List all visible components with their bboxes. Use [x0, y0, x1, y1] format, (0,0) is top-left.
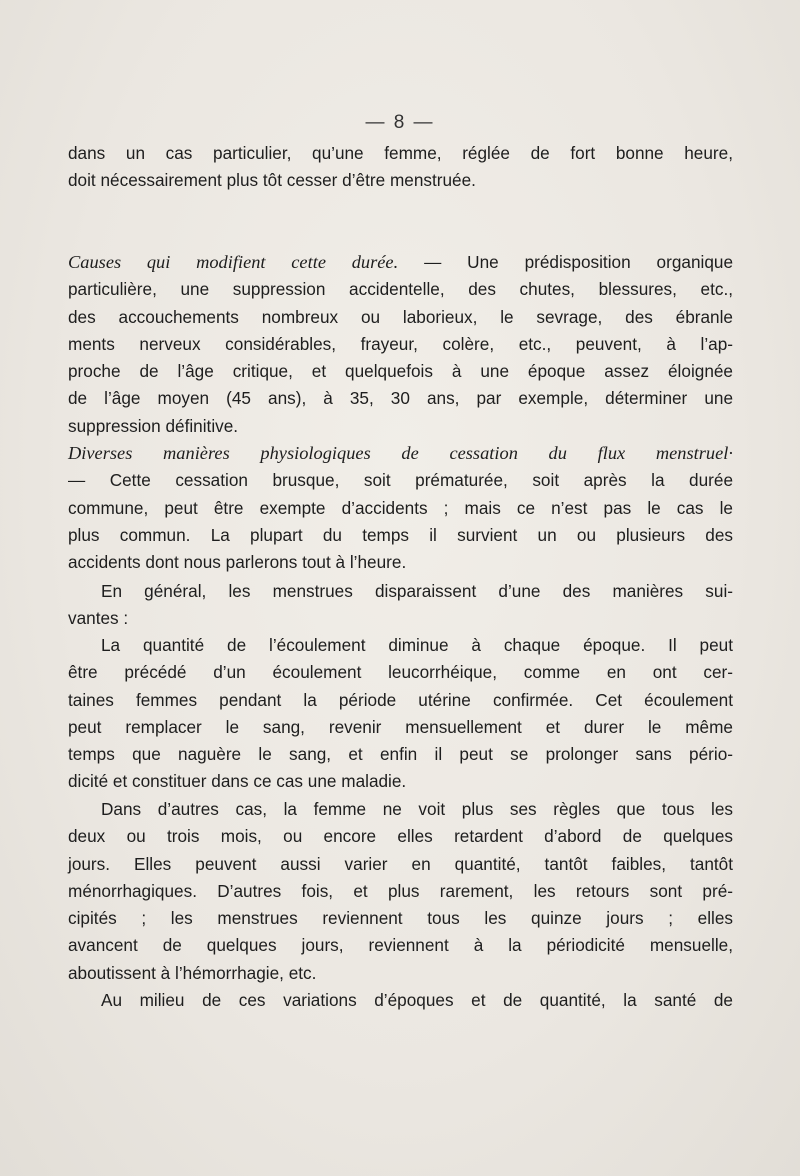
text-line: jours. Elles peuvent aussi varier en quantité, tantôt faibles, tantôt: [68, 853, 733, 874]
text-fragment: — Une prédisposition organique: [398, 252, 733, 272]
text-line: ments nerveux considérables, frayeur, colère, etc., peuvent, à l’ap-: [68, 333, 733, 354]
text-line: peut remplacer le sang, revenir mensuellement et durer le même: [68, 716, 733, 737]
text-line: Dans d’autres cas, la femme ne voit plus ses règles que tous les: [101, 799, 733, 819]
paragraph-4: [68, 578, 733, 633]
text-line: être précédé d’un écoulement leucorrhéique, comme en ont cer-: [68, 662, 733, 683]
text-line: plus commun. La plupart du temps il survient un ou plusieurs des: [68, 524, 733, 545]
text-line: taines femmes pendant la période utérine confirmée. Cet écoulement: [68, 689, 733, 710]
text-line: cipités ; les menstrues reviennent tous les quinze jours ; elles: [68, 908, 733, 929]
paragraph-3: [68, 440, 733, 576]
text-line: aboutissent à l’hémorrhagie, etc.: [68, 962, 317, 983]
text-line: proche de l’âge critique, et quelquefois à une époque assez éloignée: [68, 361, 733, 382]
section-heading-cessation: Diverses manières physiologiques de cessation du flux menstruel·: [68, 443, 733, 463]
text-line: avancent de quelques jours, reviennent à la périodicité mensuelle,: [68, 935, 733, 956]
text-line: commune, peut être exempte d’accidents ; mais ce n’est pas le cas le: [68, 497, 733, 518]
text-line: particulière, une suppression accidentelle, des chutes, blessures, etc.,: [68, 279, 733, 300]
section-heading-causes: Causes qui modifient cette durée.: [68, 252, 399, 272]
text-line: temps que naguère le sang, et enfin il peut se prolonger sans pério-: [68, 744, 733, 765]
paragraph-7: [68, 987, 733, 1014]
text-line: vantes :: [68, 608, 129, 629]
text-line: des accouchements nombreux ou laborieux, le sevrage, des ébranle: [68, 306, 733, 327]
text-line: Au milieu de ces variations d’époques et de quantité, la santé de: [101, 990, 733, 1010]
page-number: — 8 —: [365, 112, 435, 133]
paragraph-1: [68, 140, 733, 195]
paragraph-5: [68, 632, 733, 796]
text-line: accidents dont nous parlerons tout à l’heure.: [68, 552, 407, 573]
paragraph-2: [68, 249, 733, 440]
text-line: dans un cas particulier, qu’une femme, réglée de fort bonne heure,: [68, 143, 733, 163]
text-line: [68, 249, 733, 276]
text-line: suppression définitive.: [68, 415, 239, 436]
text-line: La quantité de l’écoulement diminue à chaque époque. Il peut: [101, 635, 733, 655]
text-line: deux ou trois mois, ou encore elles retardent d’abord de quelques: [68, 826, 733, 847]
text-line: En général, les menstrues disparaissent d’une des manières sui-: [101, 581, 733, 601]
text-line: dicité et constituer dans ce cas une maladie.: [68, 771, 407, 792]
paragraph-6: [68, 796, 733, 987]
text-line: ménorrhagiques. D’autres fois, et plus rarement, les retours sont pré-: [68, 880, 733, 901]
text-line: — Cette cessation brusque, soit prématurée, soit après la durée: [68, 470, 733, 491]
text-line: [68, 440, 733, 467]
text-line: de l’âge moyen (45 ans), à 35, 30 ans, par exemple, déterminer une: [68, 388, 733, 409]
text-line: doit nécessairement plus tôt cesser d’être menstruée.: [68, 170, 476, 191]
